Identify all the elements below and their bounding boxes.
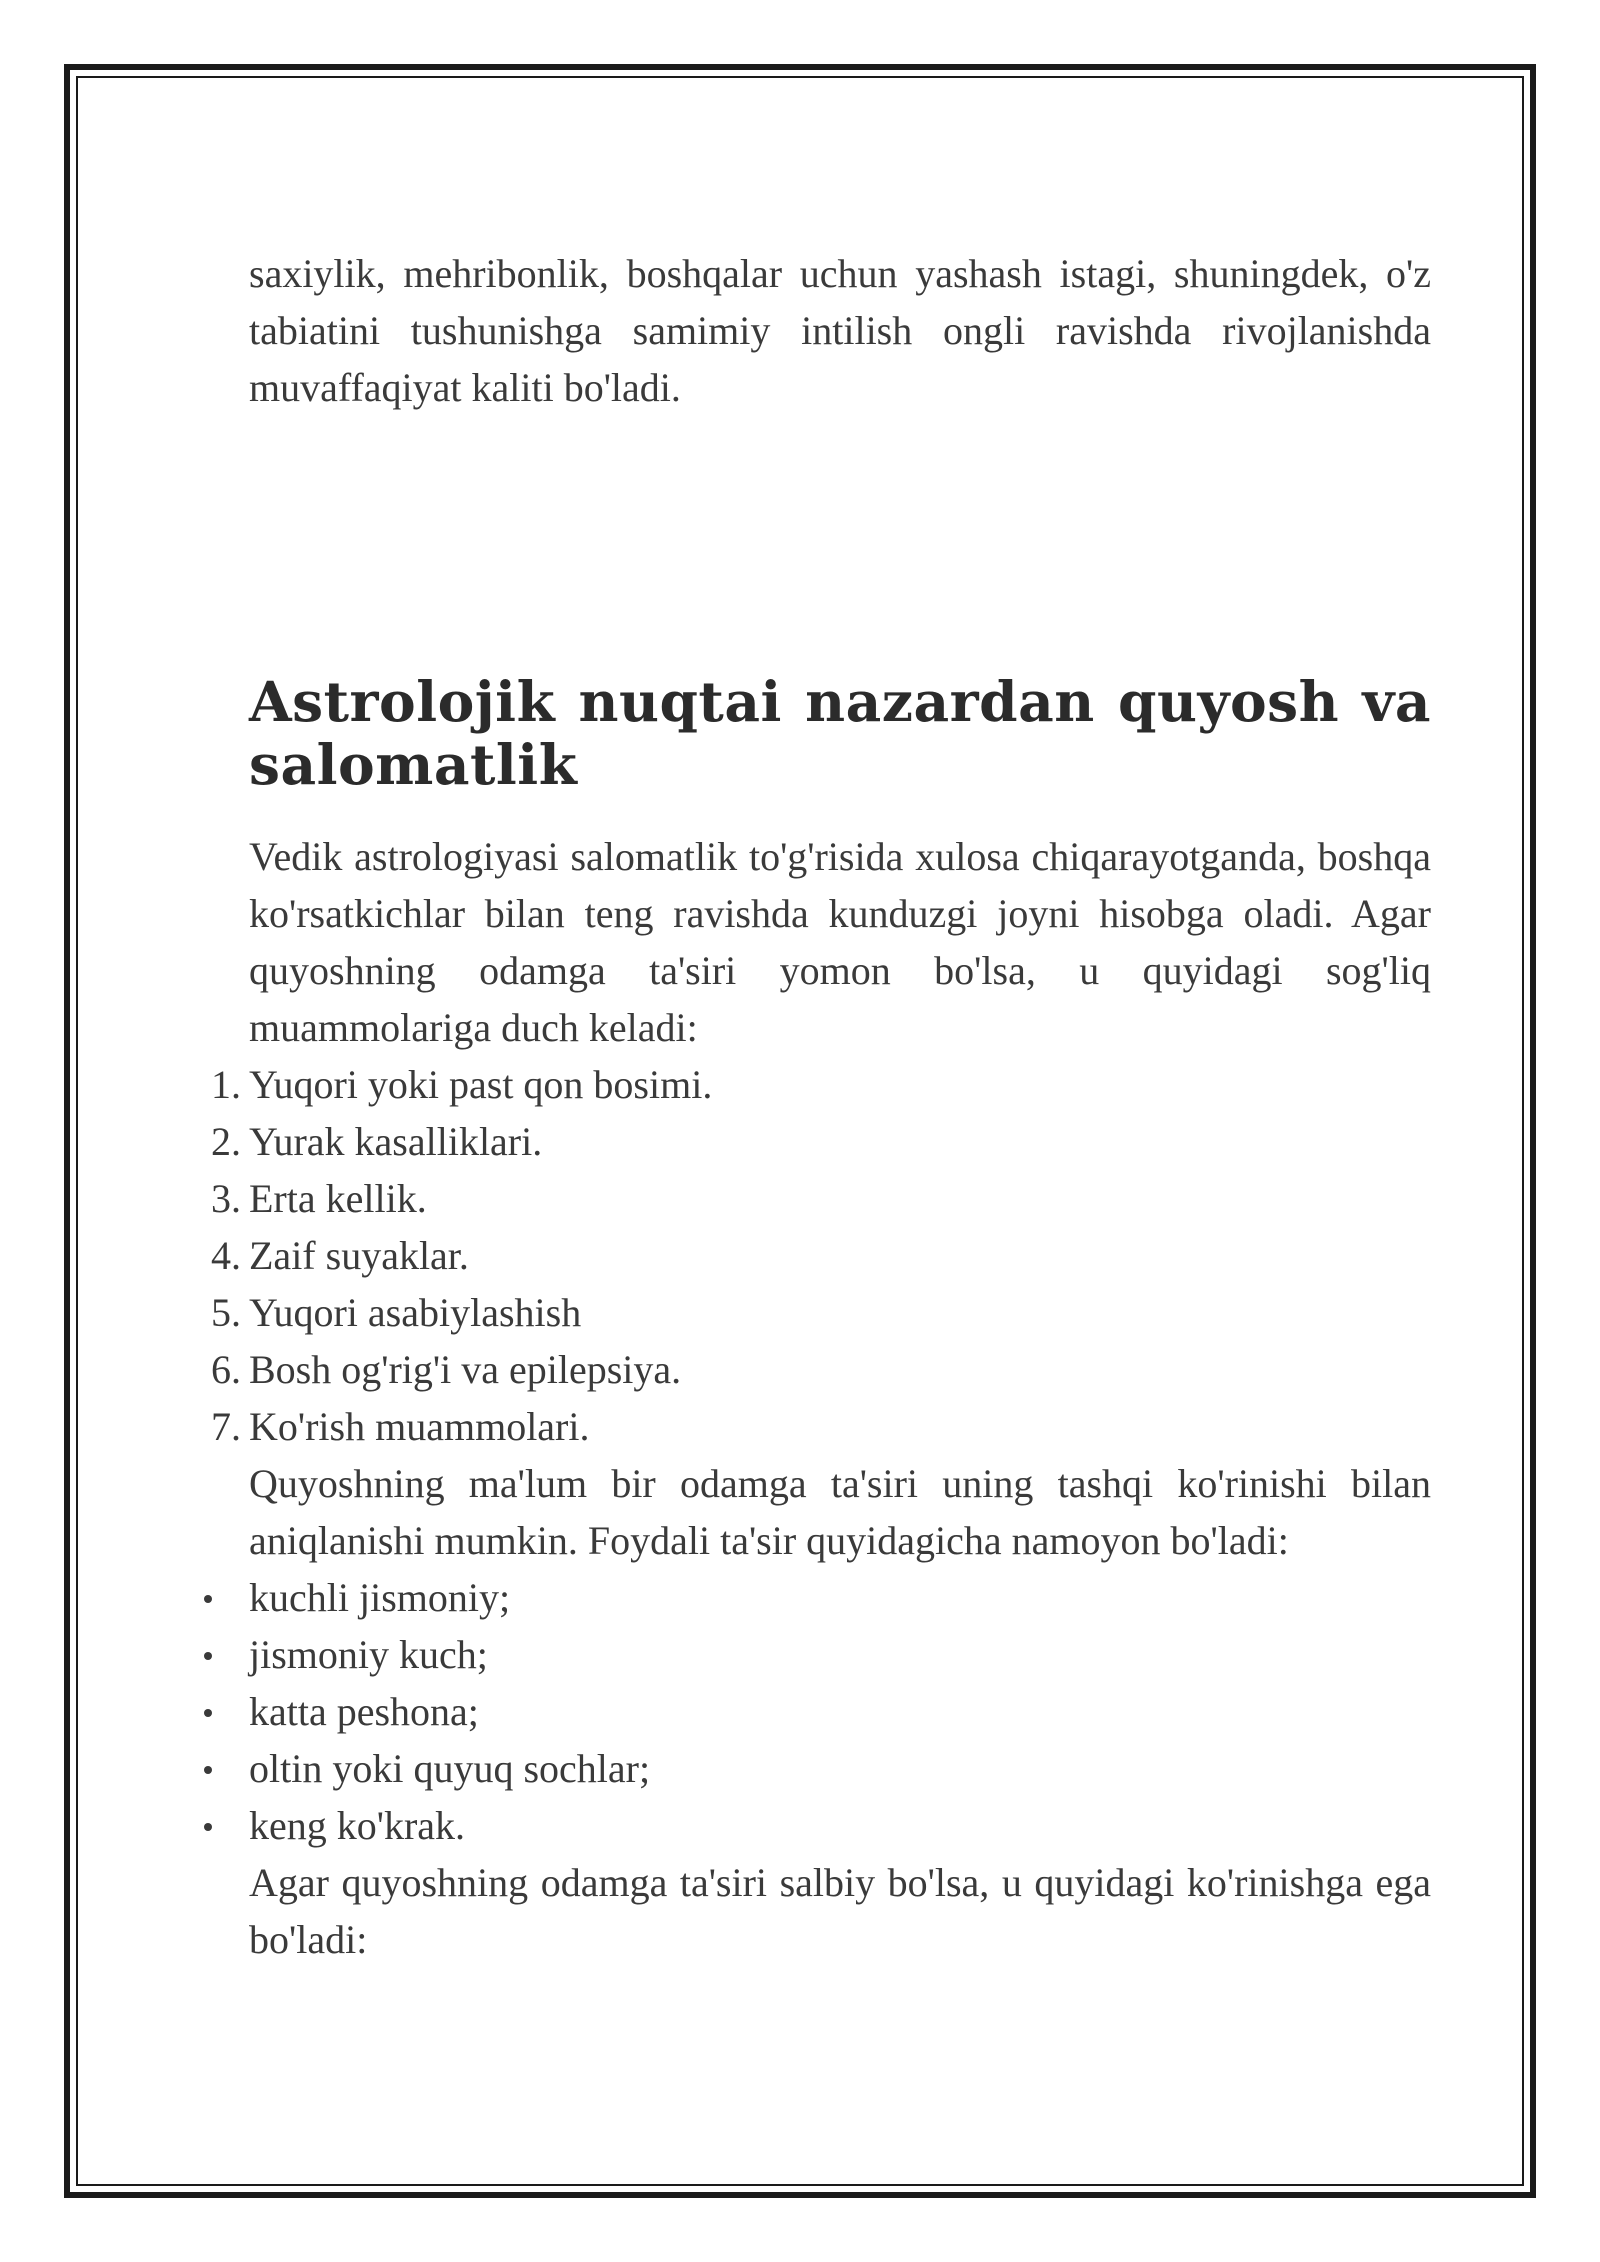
document-body xyxy=(211,245,1431,1968)
list-item-text: Yurak kasalliklari. xyxy=(249,1119,543,1164)
bullet-item xyxy=(249,1569,1431,1626)
list-item xyxy=(211,1341,1431,1398)
list-item-number: 2. xyxy=(211,1119,241,1164)
bullet-icon xyxy=(204,1766,212,1774)
paragraph-vedic-astrology: Vedik astrologiyasi salomatlik to'g'risida xulosa chiqarayotganda, boshqa ko'rsatkichlar bilan teng ravishda kunduzgi joyni hisobga oladi. Agar quyoshning odamga ta'siri yomon bo'lsa, u quyidagi sog'liq muammolariga duch keladi: xyxy=(249,834,1431,1050)
bullet-item xyxy=(249,1626,1431,1683)
list-item xyxy=(211,1398,1431,1455)
paragraph-appearance: Quyoshning ma'lum bir odamga ta'siri uning tashqi ko'rinishi bilan aniqlanishi mumkin. Foydali ta'sir quyidagicha namoyon bo'ladi: xyxy=(249,1461,1431,1563)
bullet-item-text: oltin yoki quyuq sochlar; xyxy=(249,1746,651,1791)
bullet-icon xyxy=(204,1595,212,1603)
list-item xyxy=(211,1056,1431,1113)
list-item-text: Ko'rish muammolari. xyxy=(249,1404,590,1449)
list-item xyxy=(211,1284,1431,1341)
list-item xyxy=(211,1113,1431,1170)
list-item-number: 5. xyxy=(211,1290,241,1335)
list-item-number: 1. xyxy=(211,1062,241,1107)
list-item xyxy=(211,1227,1431,1284)
bullet-item xyxy=(249,1683,1431,1740)
bullet-icon xyxy=(204,1823,212,1831)
bullet-item-text: keng ko'krak. xyxy=(249,1803,466,1848)
paragraph-negative-influence: Agar quyoshning odamga ta'siri salbiy bo'lsa, u quyidagi ko'rinishga ega bo'ladi: xyxy=(249,1860,1431,1962)
bullet-icon xyxy=(204,1709,212,1717)
bullet-item xyxy=(249,1797,1431,1854)
list-item-number: 7. xyxy=(211,1404,241,1449)
bullet-item-text: katta peshona; xyxy=(249,1689,479,1734)
health-problems-list xyxy=(211,1056,1431,1455)
intro-paragraph: saxiylik, mehribonlik, boshqalar uchun yashash istagi, shuningdek, o'z tabiatini tushunishga samimiy intilish ongli ravishda rivojlanishda muvaffaqiyat kaliti bo'ladi. xyxy=(249,251,1431,410)
list-item-number: 3. xyxy=(211,1176,241,1221)
list-item-text: Yuqori yoki past qon bosimi. xyxy=(249,1062,713,1107)
list-item-number: 4. xyxy=(211,1233,241,1278)
list-item-text: Zaif suyaklar. xyxy=(249,1233,469,1278)
list-item-number: 6. xyxy=(211,1347,241,1392)
bullet-item-text: jismoniy kuch; xyxy=(249,1632,488,1677)
bullet-item xyxy=(249,1740,1431,1797)
section-heading: Astrolojik nuqtai nazardan quyosh va salomatlik xyxy=(249,669,1431,797)
list-item xyxy=(211,1170,1431,1227)
beneficial-traits-list xyxy=(249,1569,1431,1854)
bullet-icon xyxy=(204,1652,212,1660)
list-item-text: Yuqori asabiylashish xyxy=(249,1290,582,1335)
bullet-item-text: kuchli jismoniy; xyxy=(249,1575,511,1620)
list-item-text: Bosh og'rig'i va epilepsiya. xyxy=(249,1347,682,1392)
list-item-text: Erta kellik. xyxy=(249,1176,427,1221)
